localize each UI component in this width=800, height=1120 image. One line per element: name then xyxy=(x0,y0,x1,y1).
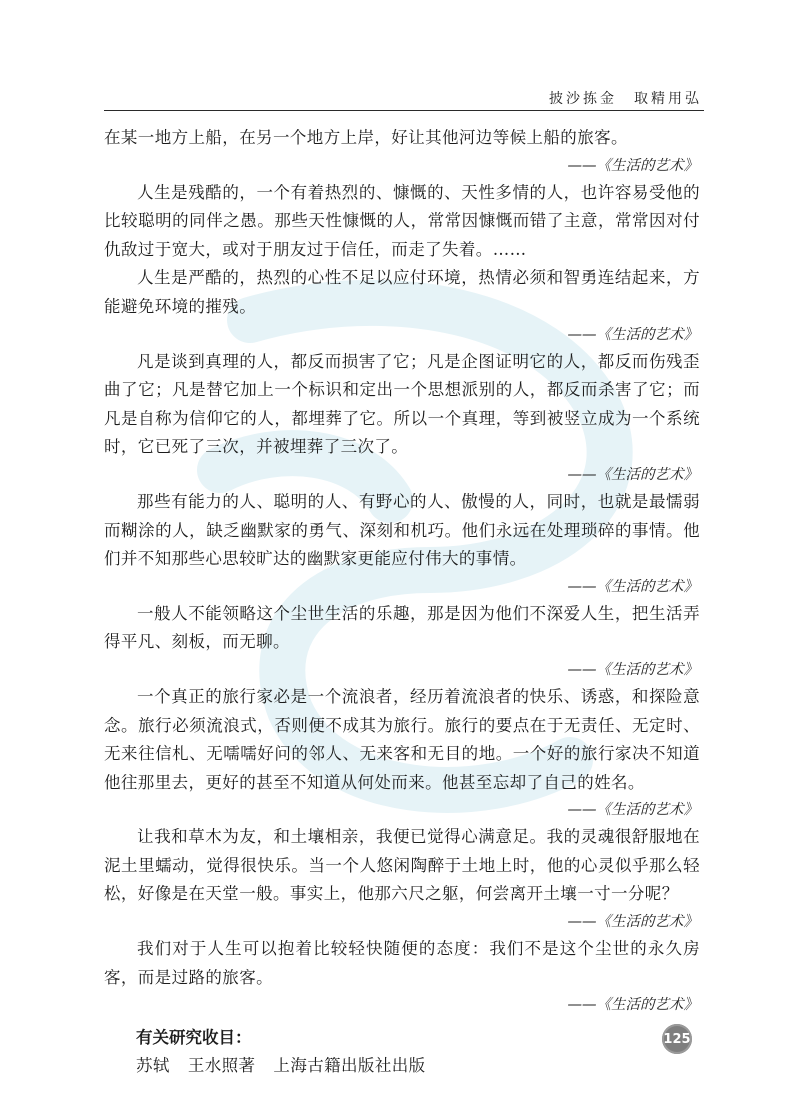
citation: ——《生活的艺术》 xyxy=(567,578,698,595)
reference-author: 苏轼 xyxy=(136,1056,170,1076)
citation: ——《生活的艺术》 xyxy=(567,997,698,1014)
references-heading: 有关研究收目： xyxy=(136,1028,252,1048)
reference-publisher: 上海古籍出版社出版 xyxy=(273,1056,426,1076)
page-number-badge: 125 xyxy=(662,1024,692,1054)
citation: ——《生活的艺术》 xyxy=(567,326,698,343)
paragraph: 凡是谈到真理的人，都反而损害了它；凡是企图证明它的人，都反而伤残歪曲了它；凡是替它加上一个标识和定出一个思想派别的人，都反而杀害了它；而凡是自称为信仰它的人，都埋葬了它。所以一个真理，等到被竖立成为一个系统时，它已死了三次，并被埋葬了三次了。 xyxy=(104,351,700,457)
paragraph: 在某一地方上船，在另一个地方上岸，好让其他河边等候上船的旅客。 xyxy=(104,128,628,147)
paragraph: 我们对于人生可以抱着比较轻快随便的态度：我们不是这个尘世的永久房客，而是过路的旅客。 xyxy=(104,939,700,987)
citation: ——《生活的艺术》 xyxy=(567,914,698,931)
running-header xyxy=(104,84,704,111)
references-block xyxy=(104,1024,700,1080)
reference-entry xyxy=(136,1052,700,1080)
citation: ——《生活的艺术》 xyxy=(567,802,698,819)
citation: ——《生活的艺术》 xyxy=(567,466,698,483)
paragraph: 人生是残酷的，一个有着热烈的、慷慨的、天性多情的人，也许容易受他的比较聪明的同伴之愚。那些天性慷慨的人，常常因慷慨而错了主意，常常因对付仇敌过于宽大，或对于朋友过于信任，而走了失着。…… xyxy=(104,182,700,259)
reference-editor: 王水照著 xyxy=(187,1056,256,1076)
citation: ——《生活的艺术》 xyxy=(567,661,698,678)
paragraph: 一般人不能领略这个尘世生活的乐趣，那是因为他们不深爱人生，把生活弄得平凡、刻板，而无聊。 xyxy=(104,603,700,652)
paragraph: 一个真正的旅行家必是一个流浪者，经历着流浪者的快乐、诱惑，和探险意念。旅行必须流浪式，否则便不成其为旅行。旅行的要点在于无责任、无定时、无来往信札、无嚅嚅好问的邻人、无来客和无目的地。一个好的旅行家决不知道他往那里去，更好的甚至不知道从何处而来。他甚至忘却了自己的姓名。 xyxy=(104,686,700,792)
paragraph: 让我和草木为友，和土壤相亲，我便已觉得心满意足。我的灵魂很舒服地在泥土里蠕动，觉得很快乐。当一个人悠闲陶醉于土地上时，他的心灵似乎那么轻松，好像是在天堂一般。事实上，他那六尺之躯，何尝离开土壤一寸一分呢？ xyxy=(104,827,700,904)
paragraph: 人生是严酷的，热烈的心性不足以应付环境，热情必须和智勇连结起来，方能避免环境的摧残。 xyxy=(104,268,700,316)
page-body xyxy=(104,124,700,1080)
citation: ——《生活的艺术》 xyxy=(567,157,698,174)
paragraph: 那些有能力的人、聪明的人、有野心的人、傲慢的人，同时，也就是最懦弱而糊涂的人，缺乏幽默家的勇气、深刻和机巧。他们永远在处理琐碎的事情。他们并不知那些心思较旷达的幽默家更能应付伟大的事情。 xyxy=(104,491,700,569)
running-title: 披沙拣金 取精用弘 xyxy=(549,91,702,107)
